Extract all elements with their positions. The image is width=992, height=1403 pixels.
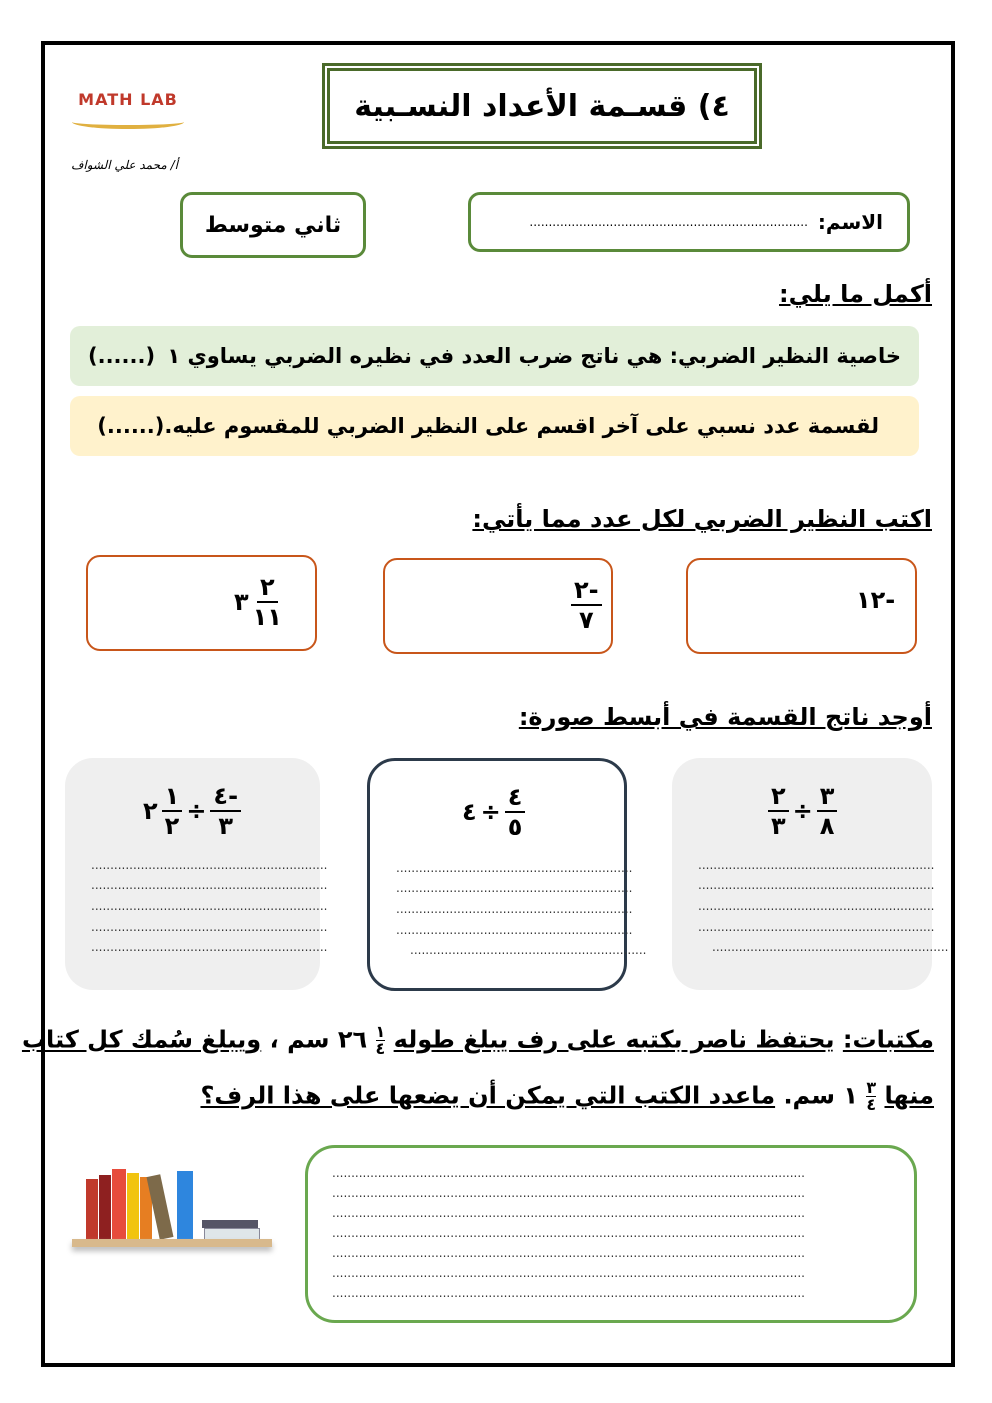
answer-line[interactable]: .............................................................. [698, 920, 935, 934]
answer-line[interactable]: .............................................................. [91, 878, 328, 892]
division-box-1[interactable]: ٢ $\frac{١}{٢}$ ÷ $\frac{٤-}{٣}$ .............................................................. .............................................................. .............................................................. .............................................................. .............................................................. [65, 758, 320, 990]
answer-line[interactable]: .............................................................. [396, 902, 633, 916]
answer-blank[interactable]: (......) [97, 414, 165, 438]
answer-line[interactable]: ............................................................................................................................ [332, 1286, 805, 1300]
answer-line[interactable]: .............................................................. [410, 943, 647, 957]
answer-line[interactable]: ............................................................................................................................ [332, 1206, 805, 1220]
section1-heading: أكمل ما يلي: [779, 280, 932, 308]
answer-line[interactable]: .............................................................. [698, 878, 935, 892]
whole-part: ٣ [234, 588, 249, 616]
name-label: الاسم: [817, 210, 883, 234]
fraction: $\frac{٢-}{٧}$ [571, 578, 602, 632]
answer-line[interactable]: ............................................................................................................................ [332, 1266, 805, 1280]
answer-line[interactable]: ............................................................................................................................ [332, 1166, 805, 1180]
bookshelf-illustration [72, 1165, 272, 1260]
math-lab-logo: MATH LAB [68, 68, 188, 134]
reciprocal-box-1[interactable] [86, 555, 317, 651]
answer-line[interactable]: .............................................................. [91, 940, 328, 954]
reciprocal-box-2[interactable] [383, 558, 613, 654]
grade-box: ثاني متوسط [180, 192, 366, 258]
answer-line[interactable]: ............................................................................................................................ [332, 1246, 805, 1260]
answer-line[interactable]: .............................................................. [396, 881, 633, 895]
division-box-2[interactable]: ٤ ÷ $\frac{٤}{٥}$ .............................................................. .............................................................. .............................................................. .............................................................. .............................................................. [367, 758, 627, 991]
name-field[interactable] [468, 192, 910, 252]
statement-text: لقسمة عدد نسبي على آخر اقسم على النظير الضربي للمقسوم عليه. [164, 414, 879, 438]
answer-line[interactable]: .............................................................. [91, 920, 328, 934]
answer-line[interactable]: .............................................................. [91, 858, 328, 872]
answer-line[interactable]: ............................................................................................................................ [332, 1186, 805, 1200]
statement-text: خاصية النظير الضربي: هي ناتج ضرب العدد في نظيره الضربي يساوي ١ [167, 344, 901, 368]
answer-line[interactable]: .............................................................. [396, 861, 633, 875]
word-problem-line-1: مكتبات: يحتفظ ناصر بكتبه على رف يبلغ طوله ١ ٤ ٢٦ سم ، ويبلغ سُمك كل كتاب [21, 1022, 934, 1058]
answer-line[interactable]: .............................................................. [396, 923, 633, 937]
author-name: أ/ محمد علي الشواف [70, 158, 178, 172]
reciprocal-box-3[interactable] [686, 558, 917, 654]
fraction: $\frac{٢}{١١}$ [252, 573, 282, 631]
answer-line[interactable]: .............................................................. [91, 899, 328, 913]
statement-row-2 [70, 396, 919, 456]
answer-line[interactable]: .............................................................. [698, 899, 935, 913]
number-value: ١٢- [856, 586, 896, 614]
section2-heading: اكتب النظير الضربي لكل عدد مما يأتي: [472, 505, 932, 533]
section3-heading: أوجد ناتج القسمة في أبسط صورة: [518, 703, 932, 731]
answer-line[interactable]: .............................................................. [712, 940, 949, 954]
statement-row-1 [70, 326, 919, 386]
answer-line[interactable]: ............................................................................................................................ [332, 1226, 805, 1240]
page-title: ٤) قسـمة الأعداد النسـبية [322, 63, 762, 149]
name-blank[interactable]: ......................................................................... [529, 215, 808, 229]
word-problem-line-2: منها ٣ ٤ ١ سم. ماعدد الكتب التي يمكن أن يضعها على هذا الرف؟ [200, 1078, 934, 1114]
answer-blank[interactable]: (......) [88, 344, 156, 368]
answer-line[interactable]: .............................................................. [698, 858, 935, 872]
answer-area[interactable] [305, 1145, 917, 1323]
division-box-3[interactable]: $\frac{٢}{٣}$ ÷ $\frac{٣}{٨}$ .............................................................. .............................................................. .............................................................. .............................................................. .............................................................. [672, 758, 932, 990]
